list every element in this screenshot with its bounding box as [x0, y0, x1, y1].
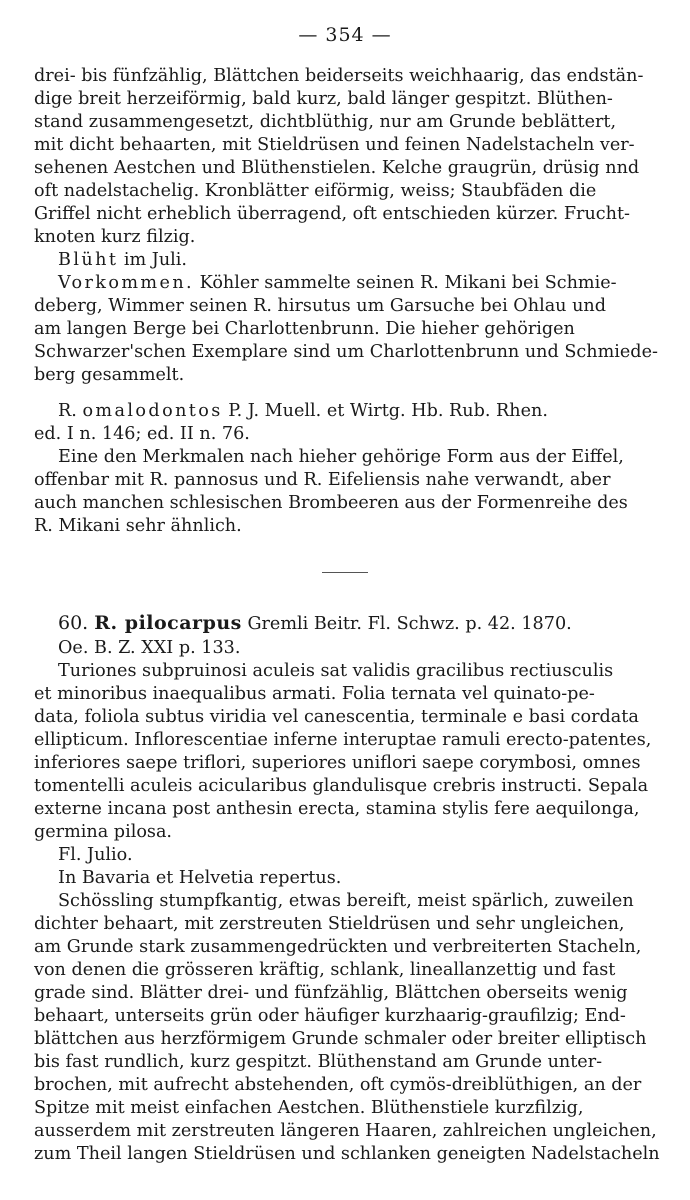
latin-line: et minoribus inaequalibus armati. Folia ternata vel quinato-pe-	[34, 684, 595, 704]
species-heading	[34, 610, 666, 637]
german-line: am Grunde stark zusammengedrückten und verbreiterten Stacheln,	[34, 937, 642, 957]
text-line: Schwarzer'schen Exemplare sind um Charlottenbrunn und Schmiede-	[34, 342, 658, 362]
latin-line: tomentelli aculeis acicularibus glandulisque crebris instructi. Sepala	[34, 776, 649, 796]
description-continued	[34, 65, 666, 387]
text-line: berg gesammelt.	[34, 365, 185, 385]
flowering-line	[34, 249, 666, 272]
text-line: stand zusammengesetzt, dichtblüthig, nur am Grunde beblättert,	[34, 112, 617, 132]
german-line: bis fast rundlich, kurz gespitzt. Blüthenstand am Grunde unter-	[34, 1052, 603, 1072]
species-reference-2: Oe. B. Z. XXI p. 133.	[58, 638, 241, 658]
section-divider	[322, 572, 368, 573]
occurrence-label: Vorkommen.	[58, 273, 195, 293]
german-line: ausserdem mit zerstreuten längeren Haaren, zahlreichen ungleichen,	[34, 1121, 657, 1141]
latin-line: Turiones subpruinosi aculeis sat validis gracilibus rectiusculis	[58, 661, 614, 681]
pilocarpus-entry	[34, 610, 666, 1166]
occurrence-text: Köhler sammelte seinen R. Mikani bei Schmie-	[194, 273, 617, 293]
genus-prefix: R.	[58, 401, 83, 421]
flowering-label: Blüht	[58, 250, 119, 270]
text-line: offenbar mit R. pannosus und R. Eifeliensis nahe verwandt, aber	[34, 470, 611, 490]
omalodontos-entry	[34, 400, 666, 538]
species-number: 60.	[58, 612, 95, 634]
latin-line: germina pilosa.	[34, 822, 173, 842]
page-number: — 354 —	[298, 24, 392, 46]
german-line: zum Theil langen Stieldrüsen und schlanken geneigten Nadelstacheln	[34, 1144, 660, 1164]
text-line: drei- bis fünfzählig, Blättchen beiderseits weichhaarig, das endstän-	[34, 66, 644, 86]
species-title: R. pilocarpus	[94, 612, 242, 634]
text-line: auch manchen schlesischen Brombeeren aus der Formenreihe des	[34, 493, 628, 513]
german-line: behaart, unterseits grün oder häufiger kurzhaarig-graufilzig; End-	[34, 1006, 626, 1026]
distribution-latin: In Bavaria et Helvetia repertus.	[58, 868, 342, 888]
text-line: ed. I n. 146; ed. II n. 76.	[34, 424, 250, 444]
latin-line: externe incana post anthesin erecta, stamina stylis fere aequilonga,	[34, 799, 640, 819]
text-line: oft nadelstachelig. Kronblätter eiförmig, weiss; Staubfäden die	[34, 181, 597, 201]
text-line: Griffel nicht erheblich überragend, oft entschieden kürzer. Frucht-	[34, 204, 630, 224]
text-line: R. Mikani sehr ähnlich.	[34, 516, 242, 536]
latin-line: data, foliola subtus viridia vel canescentia, terminale e basi cordata	[34, 707, 639, 727]
species-name: omalodontos	[82, 401, 223, 421]
text-line: sehenen Aestchen und Blüthenstielen. Kelche graugrün, drüsig nnd	[34, 158, 640, 178]
german-line: von denen die grösseren kräftig, schlank, lineallanzettig und fast	[34, 960, 616, 980]
text-line: dige breit herzeiförmig, bald kurz, bald länger gespitzt. Blüthen-	[34, 89, 613, 109]
species-reference: Gremli Beitr. Fl. Schwz. p. 42. 1870.	[241, 614, 572, 634]
german-line: Schössling stumpfkantig, etwas bereift, meist spärlich, zuweilen	[58, 891, 634, 911]
flowering-text: im Juli.	[118, 250, 188, 270]
german-line: brochen, mit aufrecht abstehenden, oft cymös-dreiblüthigen, an der	[34, 1075, 642, 1095]
text-line: Eine den Merkmalen nach hieher gehörige Form aus der Eiffel,	[58, 447, 624, 467]
latin-line: ellipticum. Inflorescentiae inferne interuptae ramuli erecto-patentes,	[34, 730, 652, 750]
text-line: knoten kurz filzig.	[34, 227, 196, 247]
german-line: dichter behaart, mit zerstreuten Stieldrüsen und sehr ungleichen,	[34, 914, 625, 934]
text-line: am langen Berge bei Charlottenbrunn. Die hieher gehörigen	[34, 319, 575, 339]
german-line: Spitze mit meist einfachen Aestchen. Blüthenstiele kurzfilzig,	[34, 1098, 584, 1118]
latin-line: inferiores saepe triflori, superiores uniflori saepe corymbosi, omnes	[34, 753, 641, 773]
german-line: blättchen aus herzförmigem Grunde schmaler oder breiter elliptisch	[34, 1029, 647, 1049]
text-line: deberg, Wimmer seinen R. hirsutus um Garsuche bei Ohlau und	[34, 296, 607, 316]
occurrence-line	[34, 272, 666, 295]
flowering-latin: Fl. Julio.	[58, 845, 133, 865]
reference-text: P. J. Muell. et Wirtg. Hb. Rub. Rhen.	[222, 401, 548, 421]
text-line: mit dicht behaarten, mit Stieldrüsen und feinen Nadelstacheln ver-	[34, 135, 635, 155]
german-line: grade sind. Blätter drei- und fünfzählig, Blättchen oberseits wenig	[34, 983, 628, 1003]
omalodontos-heading	[34, 400, 666, 423]
